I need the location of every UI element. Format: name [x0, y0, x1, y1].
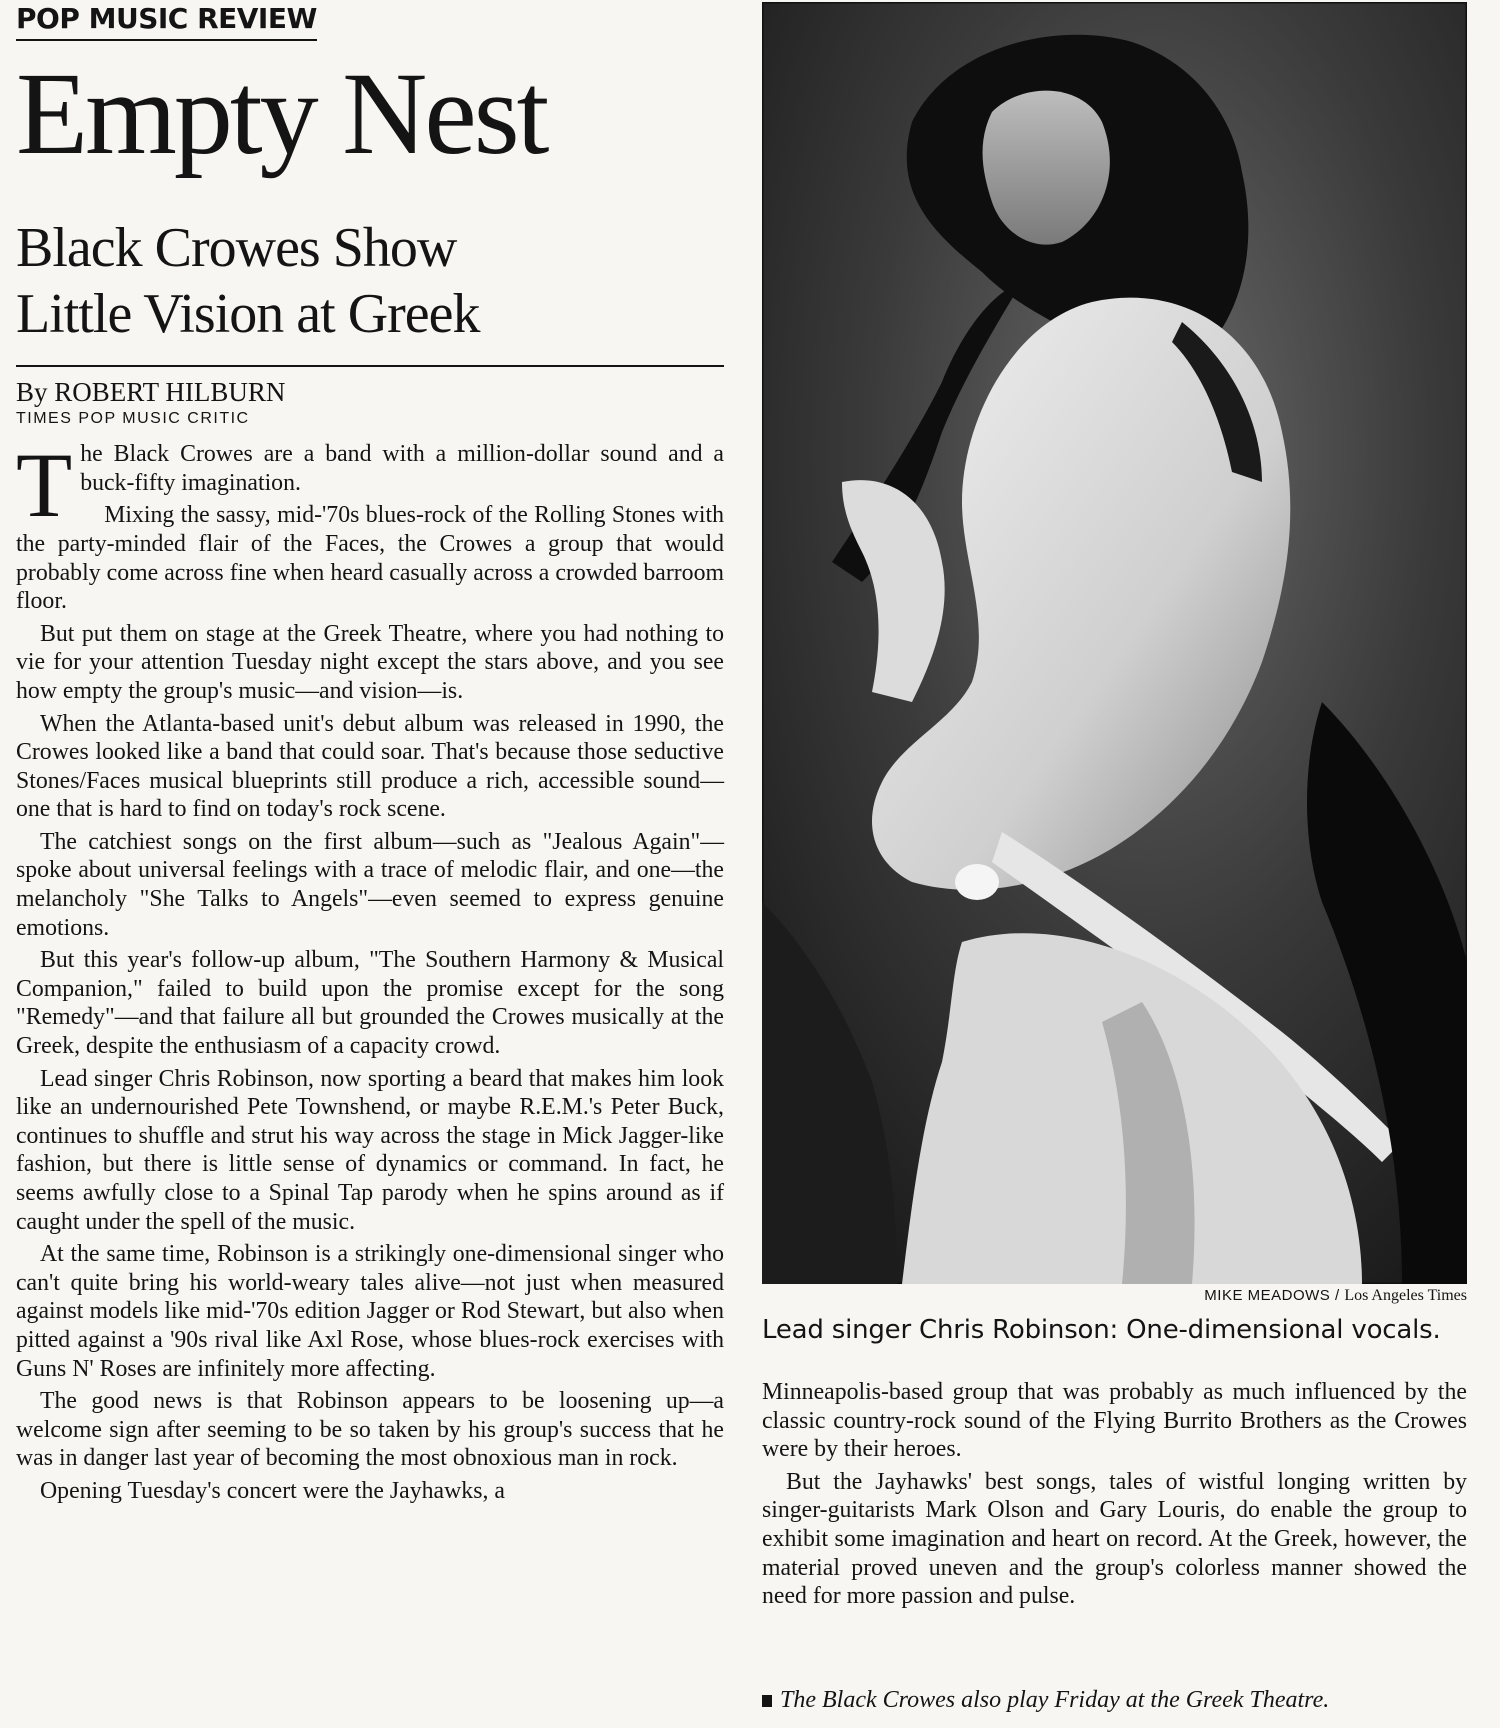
divider-rule	[16, 365, 724, 367]
square-bullet-icon	[762, 1695, 772, 1707]
paragraph: At the same time, Robinson is a strikingly one-dimensional singer who can't quite bring his world-weary tales alive—not just when measured against models like mid-'70s edition Jagger or Rod Stewart, but also when pitted against a '90s rival like Axl Rose, whose blues-rock exercises with Guns N' Roses are infinitely more affecting.	[16, 1241, 724, 1382]
drop-cap: T	[16, 434, 73, 537]
paragraph: But put them on stage at the Greek Theatre, where you had nothing to vie for your attention Tuesday night except the stars above, and you see how empty the group's music—and vision—is.	[16, 620, 724, 704]
credit-separator: /	[1334, 1287, 1340, 1304]
article-body-continued	[762, 1378, 1467, 1615]
headline: Empty Nest	[16, 48, 547, 179]
paragraph: The catchiest songs on the first album—such as "Jealous Again"—spoke about universal feelings with a trace of melodic flair, and one—the melancholy "She Talks to Angels"—even seemed to express genuine emotions.	[16, 828, 724, 941]
paragraph: But the Jayhawks' best songs, tales of wistful longing written by singer-guitarists Mark Olson and Gary Louris, do enable the group to exhibit some imagination and heart on record. At the Greek, however, the material proved uneven and the group's colorless manner showed the need for more passion and pulse.	[762, 1468, 1467, 1610]
paragraph: The good news is that Robinson appears to be loosening up—a welcome sign after seeming to be so taken by his group's success that he was in danger last year of becoming the most obnoxious man in rock.	[16, 1388, 724, 1472]
paragraph: Opening Tuesday's concert were the Jayhawks, a	[40, 1477, 505, 1504]
photo-caption: Lead singer Chris Robinson: One-dimensional vocals.	[762, 1315, 1441, 1345]
photo-image	[762, 2, 1467, 1284]
byline: By ROBERT HILBURN	[16, 377, 286, 408]
paragraph: The Black Crowes are a band with a million-dollar sound and a buck-fifty imagination.	[16, 434, 724, 537]
photo-credit	[762, 1287, 1467, 1305]
subheadline	[16, 215, 724, 347]
paragraph: Minneapolis-based group that was probably as much influenced by the classic country-rock sound of the Flying Burrito Brothers as the Crowes were by their heroes.	[762, 1379, 1467, 1463]
subheadline-line-2: Little Vision at Greek	[16, 283, 480, 346]
newspaper-name: Los Angeles Times	[1344, 1287, 1467, 1304]
left-column	[16, 0, 724, 1510]
endnote-text: The Black Crowes also play Friday at the Greek Theatre.	[780, 1687, 1330, 1713]
paragraph: When the Atlanta-based unit's debut album was released in 1990, the Crowes looked like a band that could soar. That's because those seductive Stones/Faces musical blueprints still produce a rich, accessible sound—one that is hard to find on today's rock scene.	[16, 710, 724, 823]
endnote	[762, 1687, 1467, 1714]
section-kicker: POP MUSIC REVIEW	[16, 2, 317, 41]
byline-title: TIMES POP MUSIC CRITIC	[16, 410, 250, 428]
subheadline-line-1: Black Crowes Show	[16, 217, 457, 279]
paragraph: Mixing the sassy, mid-'70s blues-rock of the Rolling Stones with the party-minded flair of the Faces, the Crowes a group that would probably come across fine when heard casually across a crowded barroom floor.	[16, 502, 724, 615]
photo	[762, 2, 1467, 1284]
article-body	[16, 434, 724, 1505]
paragraph: Lead singer Chris Robinson, now sporting a beard that makes him look like an undernourished Pete Townshend, or maybe R.E.M.'s Peter Buck, continues to shuffle and strut his way across the stage in Mick Jagger-like fashion, but there is little sense of dynamics or command. In fact, he seems awfully close to a Spinal Tap parody when he spins around as if caught under the spell of the music.	[16, 1065, 724, 1235]
photographer-name: MIKE MEADOWS	[1204, 1287, 1331, 1304]
paragraph: But this year's follow-up album, "The Southern Harmony & Musical Companion," failed to build upon the promise except for the song "Remedy"—and that failure all but grounded the Crowes musically at the Greek, despite the enthusiasm of a capacity crowd.	[16, 947, 724, 1060]
